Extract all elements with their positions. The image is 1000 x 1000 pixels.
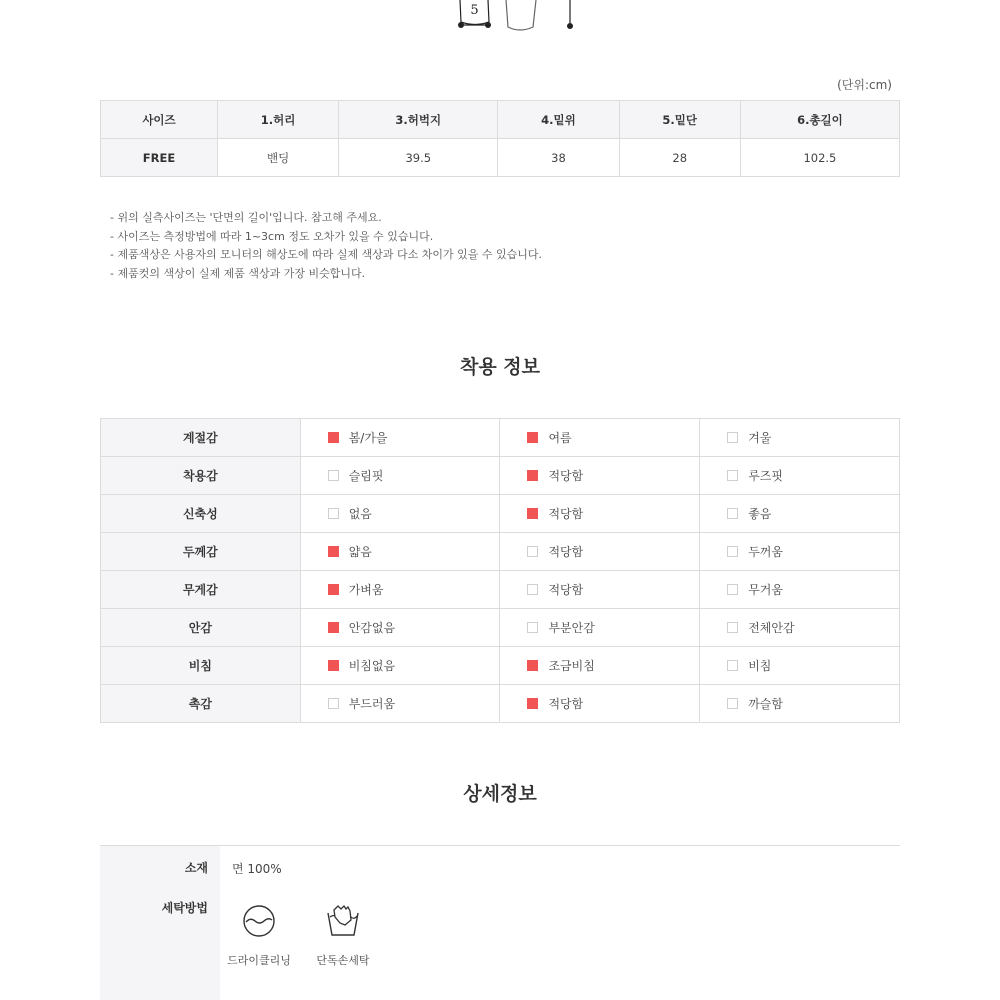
size-header-cell: 3.허벅지	[339, 101, 498, 139]
size-table	[100, 100, 900, 177]
wash-method-label: 드라이클리닝	[227, 954, 291, 967]
wear-info-row	[101, 571, 900, 609]
wear-info-option-label: 슬림핏	[348, 469, 384, 483]
wear-info-option	[300, 685, 500, 723]
size-cell: 102.5	[740, 139, 899, 177]
wear-info-option	[300, 533, 500, 571]
unchecked-box-icon	[727, 432, 738, 443]
size-marker-label: 5	[470, 3, 479, 18]
checked-box-icon	[527, 470, 538, 481]
wear-info-option	[700, 495, 900, 533]
size-cell: 39.5	[339, 139, 498, 177]
checked-box-icon	[527, 508, 538, 519]
unchecked-box-icon	[727, 546, 738, 557]
wear-info-option-label: 부드러움	[348, 697, 396, 711]
detail-info-title: 상세정보	[463, 783, 537, 805]
wear-info-option	[500, 495, 700, 533]
unchecked-box-icon	[328, 470, 339, 481]
wear-info-option	[300, 457, 500, 495]
wash-method-label: 단독손세탁	[316, 954, 370, 967]
wear-info-title: 착용 정보	[459, 356, 541, 378]
wear-info-option	[300, 419, 500, 457]
wear-info-row-label: 착용감	[101, 457, 301, 495]
wash-label: 세탁방법	[161, 901, 208, 915]
wear-info-option	[700, 685, 900, 723]
note-item: - 제품색상은 사용자의 모니터의 해상도에 따라 실제 색상과 다소 차이가 있을 수 있습니다.	[110, 248, 542, 261]
checked-box-icon	[328, 546, 339, 557]
wear-info-option	[700, 533, 900, 571]
wear-info-option-label: 까슬함	[748, 697, 783, 711]
wear-info-option-label: 두꺼움	[748, 545, 783, 559]
checked-box-icon	[328, 432, 339, 443]
wear-info-option	[500, 685, 700, 723]
unchecked-box-icon	[727, 584, 738, 595]
wear-info-option	[500, 533, 700, 571]
wear-info-option-label: 무거움	[748, 583, 783, 597]
wear-info-option	[300, 647, 500, 685]
wear-info-row-label: 두께감	[101, 533, 301, 571]
unchecked-box-icon	[727, 660, 738, 671]
wear-info-row-label: 안감	[101, 609, 301, 647]
wear-info-option	[700, 647, 900, 685]
wear-info-option-label: 적당함	[548, 507, 584, 521]
wear-info-option-label: 안감없음	[348, 621, 396, 635]
wear-info-row	[101, 495, 900, 533]
material-value: 면 100%	[232, 862, 282, 876]
wear-info-option	[700, 609, 900, 647]
unchecked-box-icon	[727, 508, 738, 519]
wear-info-option-label: 적당함	[548, 469, 584, 483]
size-header-cell: 4.밑위	[498, 101, 619, 139]
unchecked-box-icon	[727, 698, 738, 709]
wear-info-option	[700, 571, 900, 609]
wear-info-option	[500, 457, 700, 495]
material-label: 소재	[184, 861, 208, 875]
wear-info-option	[300, 609, 500, 647]
hand-wash-icon	[325, 904, 361, 938]
wear-info-row-label: 계절감	[101, 419, 301, 457]
size-cell: 38	[498, 139, 619, 177]
size-cell: 28	[619, 139, 740, 177]
checked-box-icon	[527, 698, 538, 709]
unchecked-box-icon	[328, 508, 339, 519]
unchecked-box-icon	[527, 584, 538, 595]
size-header-cell: 사이즈	[101, 101, 218, 139]
size-header-cell: 5.밑단	[619, 101, 740, 139]
wear-info-option-label: 전체안감	[748, 621, 795, 635]
wear-info-option	[300, 495, 500, 533]
unchecked-box-icon	[727, 470, 738, 481]
wear-info-row-label: 신축성	[101, 495, 301, 533]
wear-info-option-label: 좋음	[748, 507, 772, 521]
wear-info-option	[500, 647, 700, 685]
wear-info-option	[300, 571, 500, 609]
wear-info-option	[500, 571, 700, 609]
wear-info-option-label: 조금비침	[548, 659, 595, 673]
note-item: - 위의 실측사이즈는 '단면의 길이'입니다. 참고해 주세요.	[110, 211, 382, 224]
size-header-cell: 1.허리	[217, 101, 338, 139]
detail-info-panel	[100, 845, 900, 1000]
size-notes	[110, 209, 542, 283]
wear-info-row	[101, 685, 900, 723]
size-header-cell: 6.총길이	[740, 101, 899, 139]
checked-box-icon	[527, 432, 538, 443]
wear-info-option	[700, 457, 900, 495]
unchecked-box-icon	[328, 698, 339, 709]
checked-box-icon	[527, 660, 538, 671]
checked-box-icon	[328, 660, 339, 671]
wear-info-row	[101, 419, 900, 457]
note-item: - 사이즈는 측정방법에 따라 1~3cm 정도 오차가 있을 수 있습니다.	[110, 229, 434, 243]
note-item: - 제품컷의 색상이 실제 제품 색상과 가장 비슷합니다.	[110, 266, 366, 280]
wash-method-hand-wash	[308, 904, 378, 968]
wear-info-option-label: 비침	[748, 659, 772, 673]
wear-info-row	[101, 457, 900, 495]
size-table-header-row	[101, 101, 900, 139]
unchecked-box-icon	[527, 546, 538, 557]
wear-info-option-label: 여름	[548, 431, 572, 445]
wear-info-option-label: 루즈핏	[748, 469, 783, 483]
wear-info-option-label: 봄/가을	[348, 431, 388, 445]
wear-info-row-label: 무게감	[101, 571, 301, 609]
wear-info-option-label: 겨울	[748, 431, 772, 445]
unit-note: (단위:cm)	[837, 78, 892, 92]
unchecked-box-icon	[727, 622, 738, 633]
wear-info-row-label: 촉감	[101, 685, 301, 723]
wear-info-option-label: 적당함	[548, 583, 584, 597]
wear-info-option-label: 가벼움	[348, 583, 384, 597]
wear-info-option-label: 비침없음	[348, 659, 396, 673]
wear-info-option	[700, 419, 900, 457]
wear-info-row-label: 비침	[101, 647, 301, 685]
dry-clean-icon	[242, 904, 276, 938]
wear-info-row	[101, 647, 900, 685]
size-table-row	[101, 139, 900, 177]
size-row-label: FREE	[101, 139, 218, 177]
checked-box-icon	[328, 584, 339, 595]
wear-info-option-label: 없음	[348, 507, 372, 521]
wear-info-option	[500, 609, 700, 647]
wear-info-table	[100, 418, 900, 723]
wear-info-option-label: 부분안감	[548, 621, 595, 635]
wear-info-option-label: 얇음	[348, 545, 372, 559]
wash-method-dry-clean	[224, 904, 294, 968]
wear-info-option-label: 적당함	[548, 697, 584, 711]
wear-info-row	[101, 533, 900, 571]
size-diagram-illustration	[440, 0, 600, 40]
unchecked-box-icon	[527, 622, 538, 633]
size-cell: 밴딩	[217, 139, 338, 177]
checked-box-icon	[328, 622, 339, 633]
wear-info-row	[101, 609, 900, 647]
wear-info-option	[500, 419, 700, 457]
wear-info-option-label: 적당함	[548, 545, 584, 559]
